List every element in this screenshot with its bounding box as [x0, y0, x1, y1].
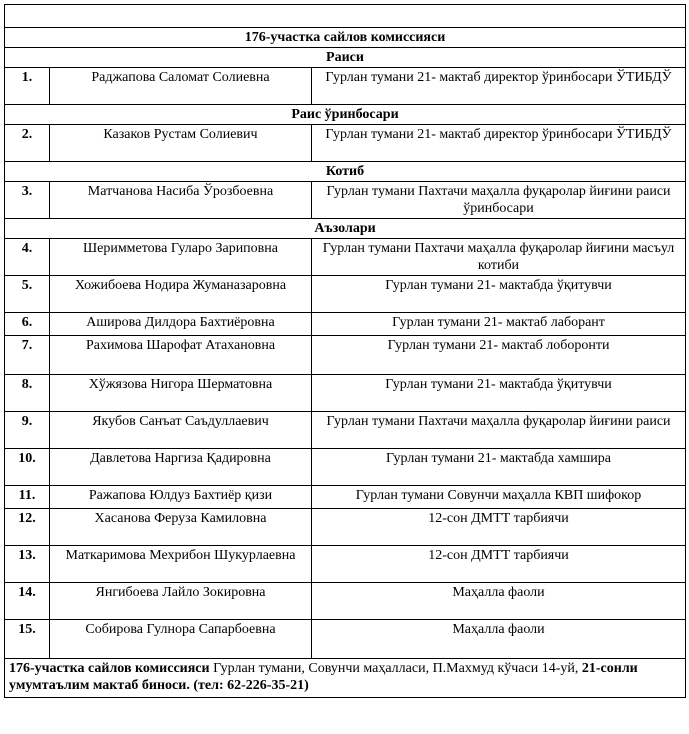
- member-number: 12.: [5, 509, 50, 546]
- member-number: 8.: [5, 375, 50, 412]
- table-row: [5, 182, 686, 219]
- table-row: [5, 412, 686, 449]
- member-name: Янгибоева Лайло Зокировна: [50, 583, 312, 620]
- member-name: Хўжязова Нигора Шерматовна: [50, 375, 312, 412]
- member-number: 15.: [5, 620, 50, 659]
- member-name: Раджапова Саломат Солиевна: [50, 68, 312, 105]
- member-name: Собирова Гулнора Сапарбоевна: [50, 620, 312, 659]
- member-position: Гурлан тумани Пахтачи маҳалла фуқаролар йиғини раиси: [312, 412, 686, 449]
- member-name: Шеримметова Гуларо Зариповна: [50, 239, 312, 276]
- member-number: 3.: [5, 182, 50, 219]
- footer-school-building: 21-сонли умумтаълим мактаб биноси.: [9, 661, 638, 693]
- member-position: Гурлан тумани 21- мактаб лоборонти: [312, 336, 686, 375]
- member-position: Гурлан тумани Пахтачи маҳалла фуқаролар йиғини раиси ўринбосари: [312, 182, 686, 219]
- member-name: Рахимова Шарофат Атахановна: [50, 336, 312, 375]
- footer-commission-name: 176-участка сайлов комиссияси: [9, 661, 210, 676]
- table-row: [5, 486, 686, 509]
- title-row: [5, 28, 686, 48]
- member-number: 11.: [5, 486, 50, 509]
- member-name: Аширова Дилдора Бахтиёровна: [50, 313, 312, 336]
- member-position: 12-сон ДМТТ тарбиячи: [312, 546, 686, 583]
- member-number: 9.: [5, 412, 50, 449]
- table-row: [5, 449, 686, 486]
- member-name: Хасанова Феруза Камиловна: [50, 509, 312, 546]
- section-heading: Котиб: [5, 162, 686, 182]
- table-row: [5, 276, 686, 313]
- member-number: 4.: [5, 239, 50, 276]
- member-position: Гурлан тумани 21- мактабда ўқитувчи: [312, 276, 686, 313]
- member-number: 10.: [5, 449, 50, 486]
- member-name: Казаков Рустам Солиевич: [50, 125, 312, 162]
- footer-address-text: Гурлан тумани, Совунчи маҳалласи, П.Махмуд кўчаси 14-уй,: [209, 661, 582, 676]
- member-position: Гурлан тумани 21- мактабда хамшира: [312, 449, 686, 486]
- member-position: 12-сон ДМТТ тарбиячи: [312, 509, 686, 546]
- table-row: [5, 546, 686, 583]
- member-position: Маҳалла фаоли: [312, 620, 686, 659]
- member-name: Давлетова Наргиза Қадировна: [50, 449, 312, 486]
- member-number: 1.: [5, 68, 50, 105]
- table-row: [5, 620, 686, 659]
- member-position: Гурлан тумани 21- мактабда ўқитувчи: [312, 375, 686, 412]
- table-title: 176-участка сайлов комиссияси: [5, 28, 686, 48]
- section-heading: Аъзолари: [5, 219, 686, 239]
- member-number: 7.: [5, 336, 50, 375]
- member-position: Гурлан тумани Совунчи маҳалла КВП шифокор: [312, 486, 686, 509]
- member-name: Якубов Санъат Саъдуллаевич: [50, 412, 312, 449]
- table-row: [5, 583, 686, 620]
- member-number: 13.: [5, 546, 50, 583]
- table-row: [5, 239, 686, 276]
- member-number: 2.: [5, 125, 50, 162]
- section-heading: Раиси: [5, 48, 686, 68]
- member-name: Маткаримова Мехрибон Шукурлаевна: [50, 546, 312, 583]
- member-number: 14.: [5, 583, 50, 620]
- member-position: Гурлан тумани 21- мактаб директор ўринбосари ЎТИБДЎ: [312, 68, 686, 105]
- footer-phone: (тел: 62-226-35-21): [189, 678, 309, 693]
- table-row: [5, 509, 686, 546]
- blank-row: [5, 5, 686, 28]
- table-row: [5, 375, 686, 412]
- footer-address: [5, 659, 686, 698]
- commission-table: [4, 4, 686, 698]
- member-number: 5.: [5, 276, 50, 313]
- member-position: Гурлан тумани 21- мактаб лаборант: [312, 313, 686, 336]
- table-row: [5, 68, 686, 105]
- member-name: Хожибоева Нодира Жуманазаровна: [50, 276, 312, 313]
- member-position: Маҳалла фаоли: [312, 583, 686, 620]
- section-heading-row: [5, 48, 686, 68]
- table-row: [5, 336, 686, 375]
- section-heading-row: [5, 162, 686, 182]
- member-position: Гурлан тумани 21- мактаб директор ўринбосари ЎТИБДЎ: [312, 125, 686, 162]
- footer-row: [5, 659, 686, 698]
- section-heading: Раис ўринбосари: [5, 105, 686, 125]
- section-heading-row: [5, 105, 686, 125]
- member-number: 6.: [5, 313, 50, 336]
- section-heading-row: [5, 219, 686, 239]
- member-name: Матчанова Насиба Ўрозбоевна: [50, 182, 312, 219]
- member-position: Гурлан тумани Пахтачи маҳалла фуқаролар йиғини масъул котиби: [312, 239, 686, 276]
- table-row: [5, 313, 686, 336]
- table-row: [5, 125, 686, 162]
- member-name: Ражапова Юлдуз Бахтиёр қизи: [50, 486, 312, 509]
